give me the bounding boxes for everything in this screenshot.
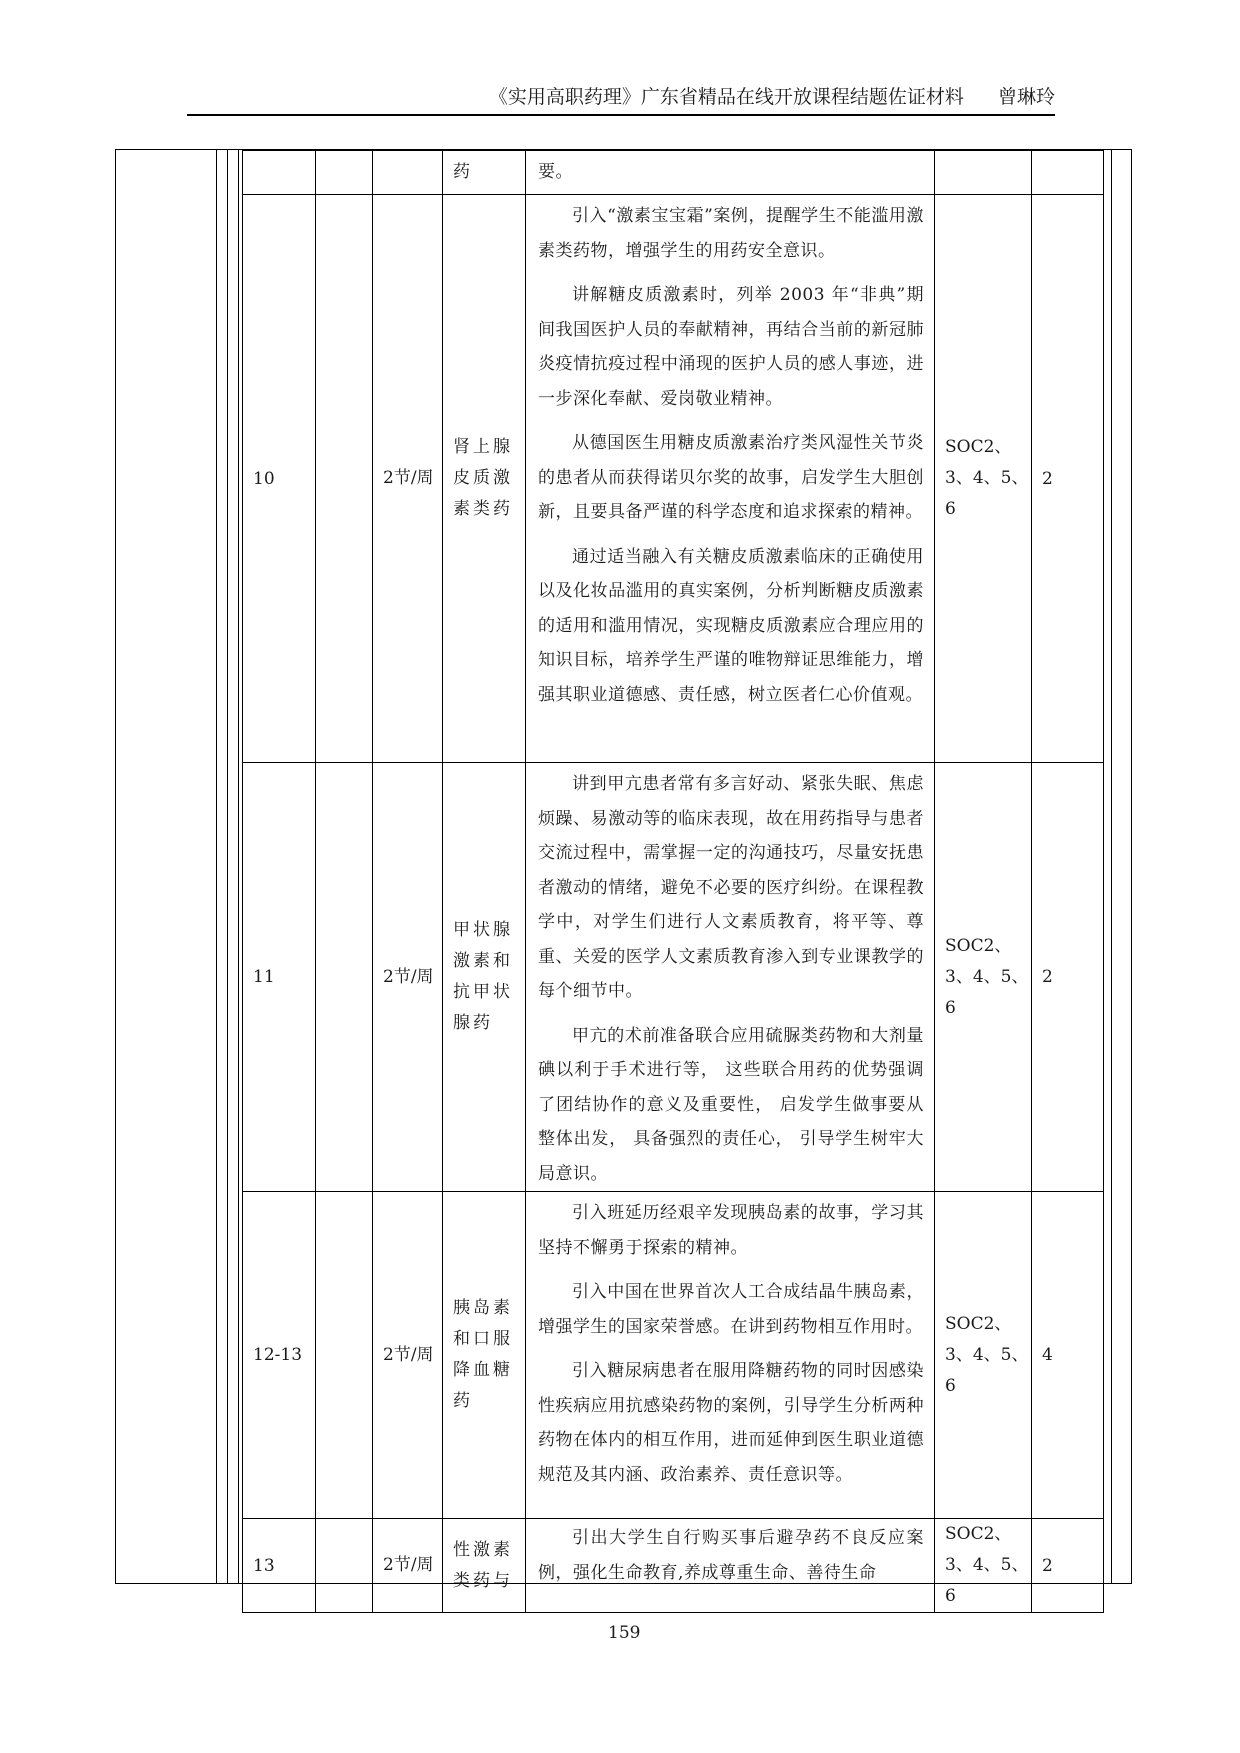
content-paragraph: 引入“激素宝宝霜”案例，提醒学生不能滥用激素类药物，增强学生的用药安全意识。 <box>538 206 924 261</box>
content-paragraph: 讲到甲亢患者常有多言好动、紧张失眠、焦虑烦躁、易激动等的临床表现，故在用药指导与患者交流过程中，需掌握一定的沟通技巧，尽量安抚患者激动的情绪，避免不必要的医疗纠纷。在课程教学中，对学生们进行人文素质教育，将平等、尊重、关爱的医学人文素质教育渗入到专业课教学的每个细节中。 <box>538 774 924 1001</box>
page-header <box>187 84 1055 116</box>
header-author: 曾琳玲 <box>997 86 1055 108</box>
content-paragraph: 要。 <box>538 162 573 183</box>
empty-cell <box>316 763 373 1192</box>
table-row <box>243 195 1104 763</box>
outer-table-frame <box>115 149 1132 1606</box>
outer-column-divider <box>238 150 239 1583</box>
content-cell <box>526 1519 935 1613</box>
table-row <box>243 763 1104 1192</box>
topic-cell: 药 <box>443 151 526 195</box>
topic-cell: 胰岛素和口服降血糖药 <box>443 1192 526 1519</box>
content-paragraph: 讲解糖皮质激素时，列举 2003 年“非典”期间我国医护人员的奉献精神，再结合当前的新冠肺炎疫情抗疫过程中涌现的医护人员的感人事迹，进一步深化奉献、爱岗敬业精神。 <box>538 285 924 409</box>
outer-column-divider <box>1111 150 1112 1583</box>
content-paragraph: 引入班延历经艰辛发现胰岛素的故事，学习其坚持不懈勇于探索的精神。 <box>538 1203 924 1258</box>
content-cell <box>526 195 935 763</box>
outer-column-divider <box>227 150 228 1583</box>
hours-cell: 2节/周 <box>373 1192 443 1519</box>
empty-cell <box>316 151 373 195</box>
topic-cell: 肾上腺皮质激素类药 <box>443 195 526 763</box>
soc-cell: SOC2、3、4、5、6 <box>935 1519 1032 1613</box>
content-paragraph: 引入中国在世界首次人工合成结晶牛胰岛素，增强学生的国家荣誉感。在讲到药物相互作用时。 <box>538 1282 924 1337</box>
week-cell: 11 <box>243 763 316 1192</box>
topic-cell: 甲状腺激素和抗甲状腺药 <box>443 763 526 1192</box>
content-cell <box>526 1192 935 1519</box>
soc-cell <box>935 151 1032 195</box>
page-number: 159 <box>608 1623 641 1643</box>
week-cell: 12-13 <box>243 1192 316 1519</box>
content-paragraph: 甲亢的术前准备联合应用硫脲类药物和大剂量碘以利于手术进行等， 这些联合用药的优势强调了团结协作的意义及重要性， 启发学生做事要从整体出发， 具备强烈的责任心， 引导学生树牢大局意识。 <box>538 1025 924 1184</box>
credit-cell: 2 <box>1032 763 1104 1192</box>
hours-cell <box>373 151 443 195</box>
hours-cell: 2节/周 <box>373 763 443 1192</box>
outer-column-divider <box>216 150 217 1583</box>
credit-cell: 4 <box>1032 1192 1104 1519</box>
header-title: 《实用高职药理》广东省精品在线开放课程结题佐证材料 <box>488 86 964 108</box>
content-paragraph: 通过适当融入有关糖皮质激素临床的正确使用以及化妆品滥用的真实案例，分析判断糖皮质激素的适用和滥用情况，实现糖皮质激素应合理应用的知识目标，培养学生严谨的唯物辩证思维能力，增强其职业道德感、责任感，树立医者仁心价值观。 <box>538 546 924 705</box>
table-row <box>243 1519 1104 1613</box>
topic-cell: 性激素类药与 <box>443 1519 526 1613</box>
credit-cell: 2 <box>1032 1519 1104 1613</box>
week-cell: 10 <box>243 195 316 763</box>
content-cell <box>526 763 935 1192</box>
empty-cell <box>316 1192 373 1519</box>
content-paragraph: 引入糖尿病患者在服用降糖药物的同时因感染性疾病应用抗感染药物的案例，引导学生分析两种药物在体内的相互作用，进而延伸到医生职业道德规范及其内涵、政治素养、责任意识等。 <box>538 1361 924 1485</box>
soc-cell: SOC2、3、4、5、6 <box>935 1192 1032 1519</box>
soc-cell: SOC2、3、4、5、6 <box>935 195 1032 763</box>
content-paragraph: 从德国医生用糖皮质激素治疗类风湿性关节炎的患者从而获得诺贝尔奖的故事，启发学生大胆创新，且要具备严谨的科学态度和追求探索的精神。 <box>538 433 924 522</box>
content-cell <box>526 151 935 195</box>
table-row <box>243 1192 1104 1519</box>
soc-cell: SOC2、3、4、5、6 <box>935 763 1032 1192</box>
empty-cell <box>316 195 373 763</box>
credit-cell: 2 <box>1032 195 1104 763</box>
week-cell: 13 <box>243 1519 316 1613</box>
hours-cell: 2节/周 <box>373 195 443 763</box>
hours-cell: 2节/周 <box>373 1519 443 1613</box>
syllabus-table <box>242 150 1104 1613</box>
credit-cell <box>1032 151 1104 195</box>
week-cell <box>243 151 316 195</box>
content-paragraph: 引出大学生自行购买事后避孕药不良反应案例，强化生命教育,养成尊重生命、善待生命 <box>538 1528 924 1583</box>
table-row <box>243 151 1104 195</box>
empty-cell <box>316 1519 373 1613</box>
